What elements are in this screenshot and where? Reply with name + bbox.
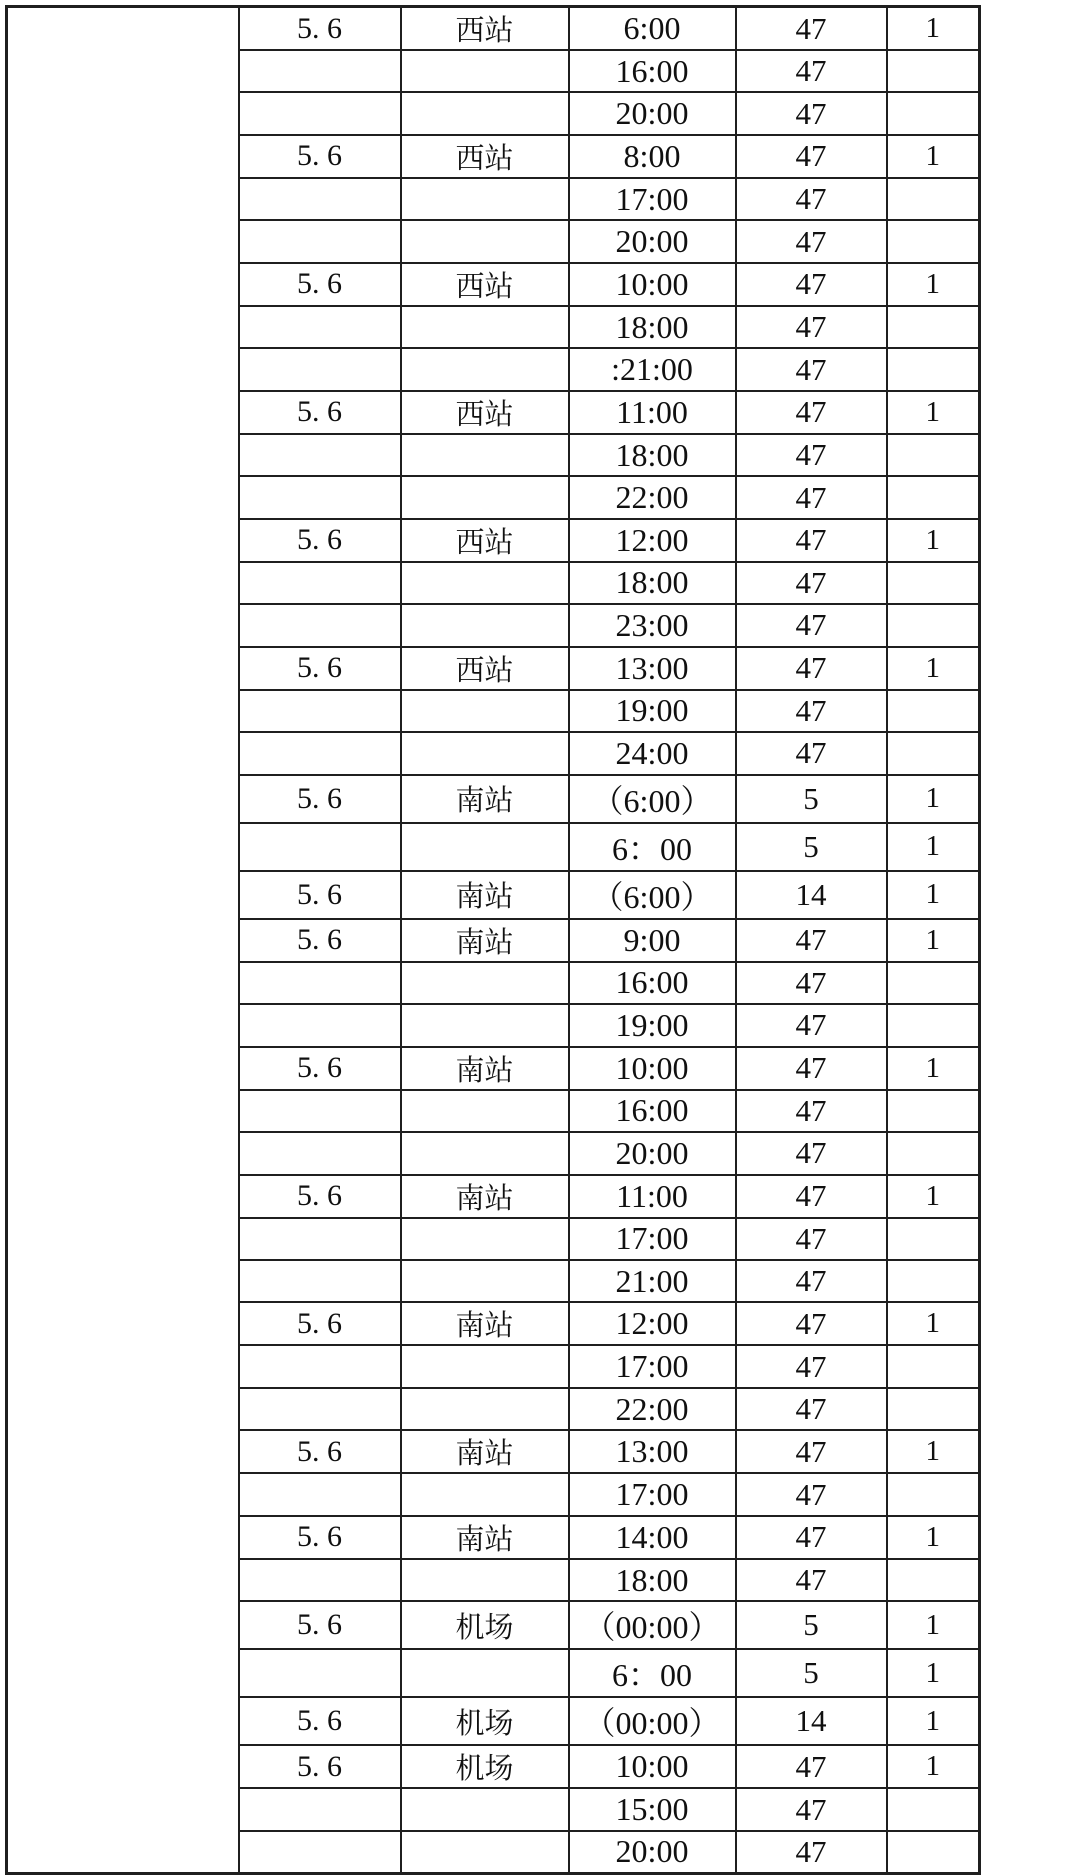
station-cell: 西站 [401,519,569,562]
count-cell: 47 [736,348,887,390]
flag-cell: 1 [887,1430,980,1473]
count-cell: 14 [736,871,887,919]
flag-cell [887,732,980,774]
time-cell: 16:00 [569,1090,736,1132]
station-cell [401,1388,569,1430]
station-cell [401,348,569,390]
count-cell: 47 [736,1788,887,1830]
count-cell: 47 [736,1302,887,1345]
count-cell: 47 [736,919,887,962]
station-cell: 机场 [401,1697,569,1745]
route-cell: 5. 6 [239,135,401,178]
flag-cell [887,1090,980,1132]
flag-cell: 1 [887,1302,980,1345]
timetable [5,5,981,1875]
station-cell [401,220,569,262]
station-cell [401,178,569,220]
route-cell [239,306,401,348]
flag-cell: 1 [887,775,980,823]
route-cell [239,1388,401,1430]
count-cell: 5 [736,1649,887,1697]
count-cell: 5 [736,823,887,871]
time-cell: 17:00 [569,1473,736,1515]
station-cell [401,1831,569,1873]
time-cell: 19:00 [569,1004,736,1046]
time-cell: （6:00） [569,871,736,919]
station-cell [401,306,569,348]
route-cell [239,50,401,92]
flag-cell: 1 [887,7,980,51]
route-cell: 5. 6 [239,391,401,434]
count-cell: 14 [736,1697,887,1745]
time-cell: 10:00 [569,1047,736,1090]
route-cell [239,732,401,774]
time-cell: 10:00 [569,1745,736,1788]
station-cell: 南站 [401,1516,569,1559]
station-cell [401,1004,569,1046]
route-cell: 5. 6 [239,871,401,919]
station-cell [401,690,569,732]
station-cell: 西站 [401,135,569,178]
station-cell: 南站 [401,1175,569,1218]
flag-cell: 1 [887,1175,980,1218]
station-cell [401,732,569,774]
count-cell: 47 [736,306,887,348]
flag-cell [887,220,980,262]
flag-cell [887,1218,980,1260]
time-cell: 6：00 [569,1649,736,1697]
count-cell: 47 [736,220,887,262]
count-cell: 47 [736,647,887,690]
count-cell: 5 [736,775,887,823]
count-cell: 47 [736,1745,887,1788]
count-cell: 47 [736,476,887,518]
route-cell [239,823,401,871]
flag-cell: 1 [887,647,980,690]
time-cell: 18:00 [569,306,736,348]
route-cell [239,1004,401,1046]
count-cell: 47 [736,1047,887,1090]
route-cell [239,1090,401,1132]
route-cell [239,476,401,518]
flag-cell [887,50,980,92]
time-cell: 18:00 [569,562,736,604]
station-cell: 南站 [401,919,569,962]
route-cell: 5. 6 [239,1430,401,1473]
route-cell [239,1218,401,1260]
flag-cell: 1 [887,135,980,178]
time-cell: 20:00 [569,92,736,134]
route-cell: 5. 6 [239,1047,401,1090]
time-cell: 8:00 [569,135,736,178]
flag-cell: 1 [887,1649,980,1697]
time-cell: 16:00 [569,50,736,92]
time-cell: 22:00 [569,476,736,518]
flag-cell [887,690,980,732]
count-cell: 47 [736,135,887,178]
time-cell: 18:00 [569,1559,736,1601]
time-cell: 6：00 [569,823,736,871]
flag-cell [887,92,980,134]
route-cell [239,1260,401,1302]
route-cell: 5. 6 [239,775,401,823]
count-cell: 47 [736,1090,887,1132]
time-cell: 16:00 [569,962,736,1004]
timetable-row [7,7,980,51]
count-cell: 47 [736,962,887,1004]
flag-cell [887,562,980,604]
count-cell: 47 [736,1004,887,1046]
time-cell: 14:00 [569,1516,736,1559]
count-cell: 47 [736,732,887,774]
route-cell [239,690,401,732]
time-cell: 19:00 [569,690,736,732]
flag-cell [887,1345,980,1387]
count-cell: 47 [736,604,887,646]
route-cell: 5. 6 [239,647,401,690]
route-cell: 5. 6 [239,1745,401,1788]
station-cell: 西站 [401,7,569,51]
flag-cell [887,1473,980,1515]
station-cell: 南站 [401,1302,569,1345]
timetable-body [7,7,980,1874]
time-cell: 17:00 [569,1345,736,1387]
count-cell: 47 [736,1388,887,1430]
flag-cell: 1 [887,1697,980,1745]
station-cell [401,476,569,518]
count-cell: 47 [736,50,887,92]
route-cell [239,1649,401,1697]
flag-cell: 1 [887,1601,980,1649]
station-cell [401,50,569,92]
flag-cell [887,1388,980,1430]
route-cell [239,1788,401,1830]
flag-cell: 1 [887,1516,980,1559]
route-cell [239,1831,401,1873]
route-cell [239,220,401,262]
time-cell: 12:00 [569,519,736,562]
station-cell: 南站 [401,1047,569,1090]
route-cell: 5. 6 [239,263,401,306]
route-cell: 5. 6 [239,1516,401,1559]
route-cell: 5. 6 [239,1697,401,1745]
station-cell: 南站 [401,775,569,823]
route-cell: 5. 6 [239,1302,401,1345]
count-cell: 47 [736,263,887,306]
station-cell [401,1559,569,1601]
route-cell [239,1559,401,1601]
station-cell [401,1473,569,1515]
station-cell: 南站 [401,1430,569,1473]
time-cell: 20:00 [569,1132,736,1174]
count-cell: 47 [736,178,887,220]
count-cell: 47 [736,1345,887,1387]
count-cell: 47 [736,1831,887,1873]
count-cell: 47 [736,391,887,434]
count-cell: 47 [736,434,887,476]
station-cell [401,92,569,134]
time-cell: （00:00） [569,1697,736,1745]
count-cell: 47 [736,690,887,732]
flag-cell [887,348,980,390]
count-cell: 5 [736,1601,887,1649]
station-cell [401,1090,569,1132]
flag-cell [887,962,980,1004]
station-cell: 机场 [401,1745,569,1788]
time-cell: 12:00 [569,1302,736,1345]
flag-cell: 1 [887,1745,980,1788]
time-cell: （6:00） [569,775,736,823]
flag-cell [887,476,980,518]
flag-cell [887,434,980,476]
time-cell: 22:00 [569,1388,736,1430]
flag-cell [887,1260,980,1302]
flag-cell: 1 [887,263,980,306]
count-cell: 47 [736,1132,887,1174]
time-cell: 18:00 [569,434,736,476]
route-cell [239,1473,401,1515]
time-cell: 10:00 [569,263,736,306]
time-cell: 9:00 [569,919,736,962]
station-cell [401,562,569,604]
time-cell: 17:00 [569,178,736,220]
route-cell [239,348,401,390]
station-cell: 西站 [401,263,569,306]
station-cell [401,1649,569,1697]
station-cell: 南站 [401,871,569,919]
route-cell [239,434,401,476]
count-cell: 47 [736,1473,887,1515]
time-cell: 11:00 [569,391,736,434]
count-cell: 47 [736,92,887,134]
flag-cell: 1 [887,823,980,871]
flag-cell [887,1788,980,1830]
flag-cell [887,604,980,646]
time-cell: 13:00 [569,647,736,690]
route-cell: 5. 6 [239,1175,401,1218]
flag-cell: 1 [887,519,980,562]
time-cell: 20:00 [569,1831,736,1873]
route-cell [239,178,401,220]
station-cell: 西站 [401,647,569,690]
station-cell: 机场 [401,1601,569,1649]
route-cell [239,1132,401,1174]
station-cell: 西站 [401,391,569,434]
time-cell: 24:00 [569,732,736,774]
route-cell [239,962,401,1004]
station-cell [401,604,569,646]
flag-cell [887,1559,980,1601]
count-cell: 47 [736,7,887,51]
count-cell: 47 [736,1516,887,1559]
time-cell: 20:00 [569,220,736,262]
flag-cell [887,306,980,348]
route-cell [239,1345,401,1387]
count-cell: 47 [736,1260,887,1302]
flag-cell: 1 [887,919,980,962]
count-cell: 47 [736,562,887,604]
route-cell: 5. 6 [239,7,401,51]
flag-cell [887,1132,980,1174]
time-cell: 15:00 [569,1788,736,1830]
time-cell: 13:00 [569,1430,736,1473]
flag-cell [887,1004,980,1046]
route-cell: 5. 6 [239,919,401,962]
route-cell: 5. 6 [239,1601,401,1649]
station-cell [401,434,569,476]
route-cell [239,562,401,604]
flag-cell: 1 [887,871,980,919]
time-cell: :21:00 [569,348,736,390]
route-cell [239,604,401,646]
left-green-column [7,7,239,1874]
time-cell: 21:00 [569,1260,736,1302]
time-cell: 17:00 [569,1218,736,1260]
station-cell [401,1218,569,1260]
station-cell [401,1132,569,1174]
station-cell [401,1345,569,1387]
count-cell: 47 [736,1218,887,1260]
station-cell [401,823,569,871]
flag-cell: 1 [887,1047,980,1090]
station-cell [401,1788,569,1830]
route-cell [239,92,401,134]
flag-cell [887,178,980,220]
route-cell: 5. 6 [239,519,401,562]
count-cell: 47 [736,1430,887,1473]
flag-cell: 1 [887,391,980,434]
station-cell [401,962,569,1004]
count-cell: 47 [736,1559,887,1601]
time-cell: 6:00 [569,7,736,51]
time-cell: 23:00 [569,604,736,646]
count-cell: 47 [736,1175,887,1218]
flag-cell [887,1831,980,1873]
time-cell: 11:00 [569,1175,736,1218]
time-cell: （00:00） [569,1601,736,1649]
station-cell [401,1260,569,1302]
count-cell: 47 [736,519,887,562]
